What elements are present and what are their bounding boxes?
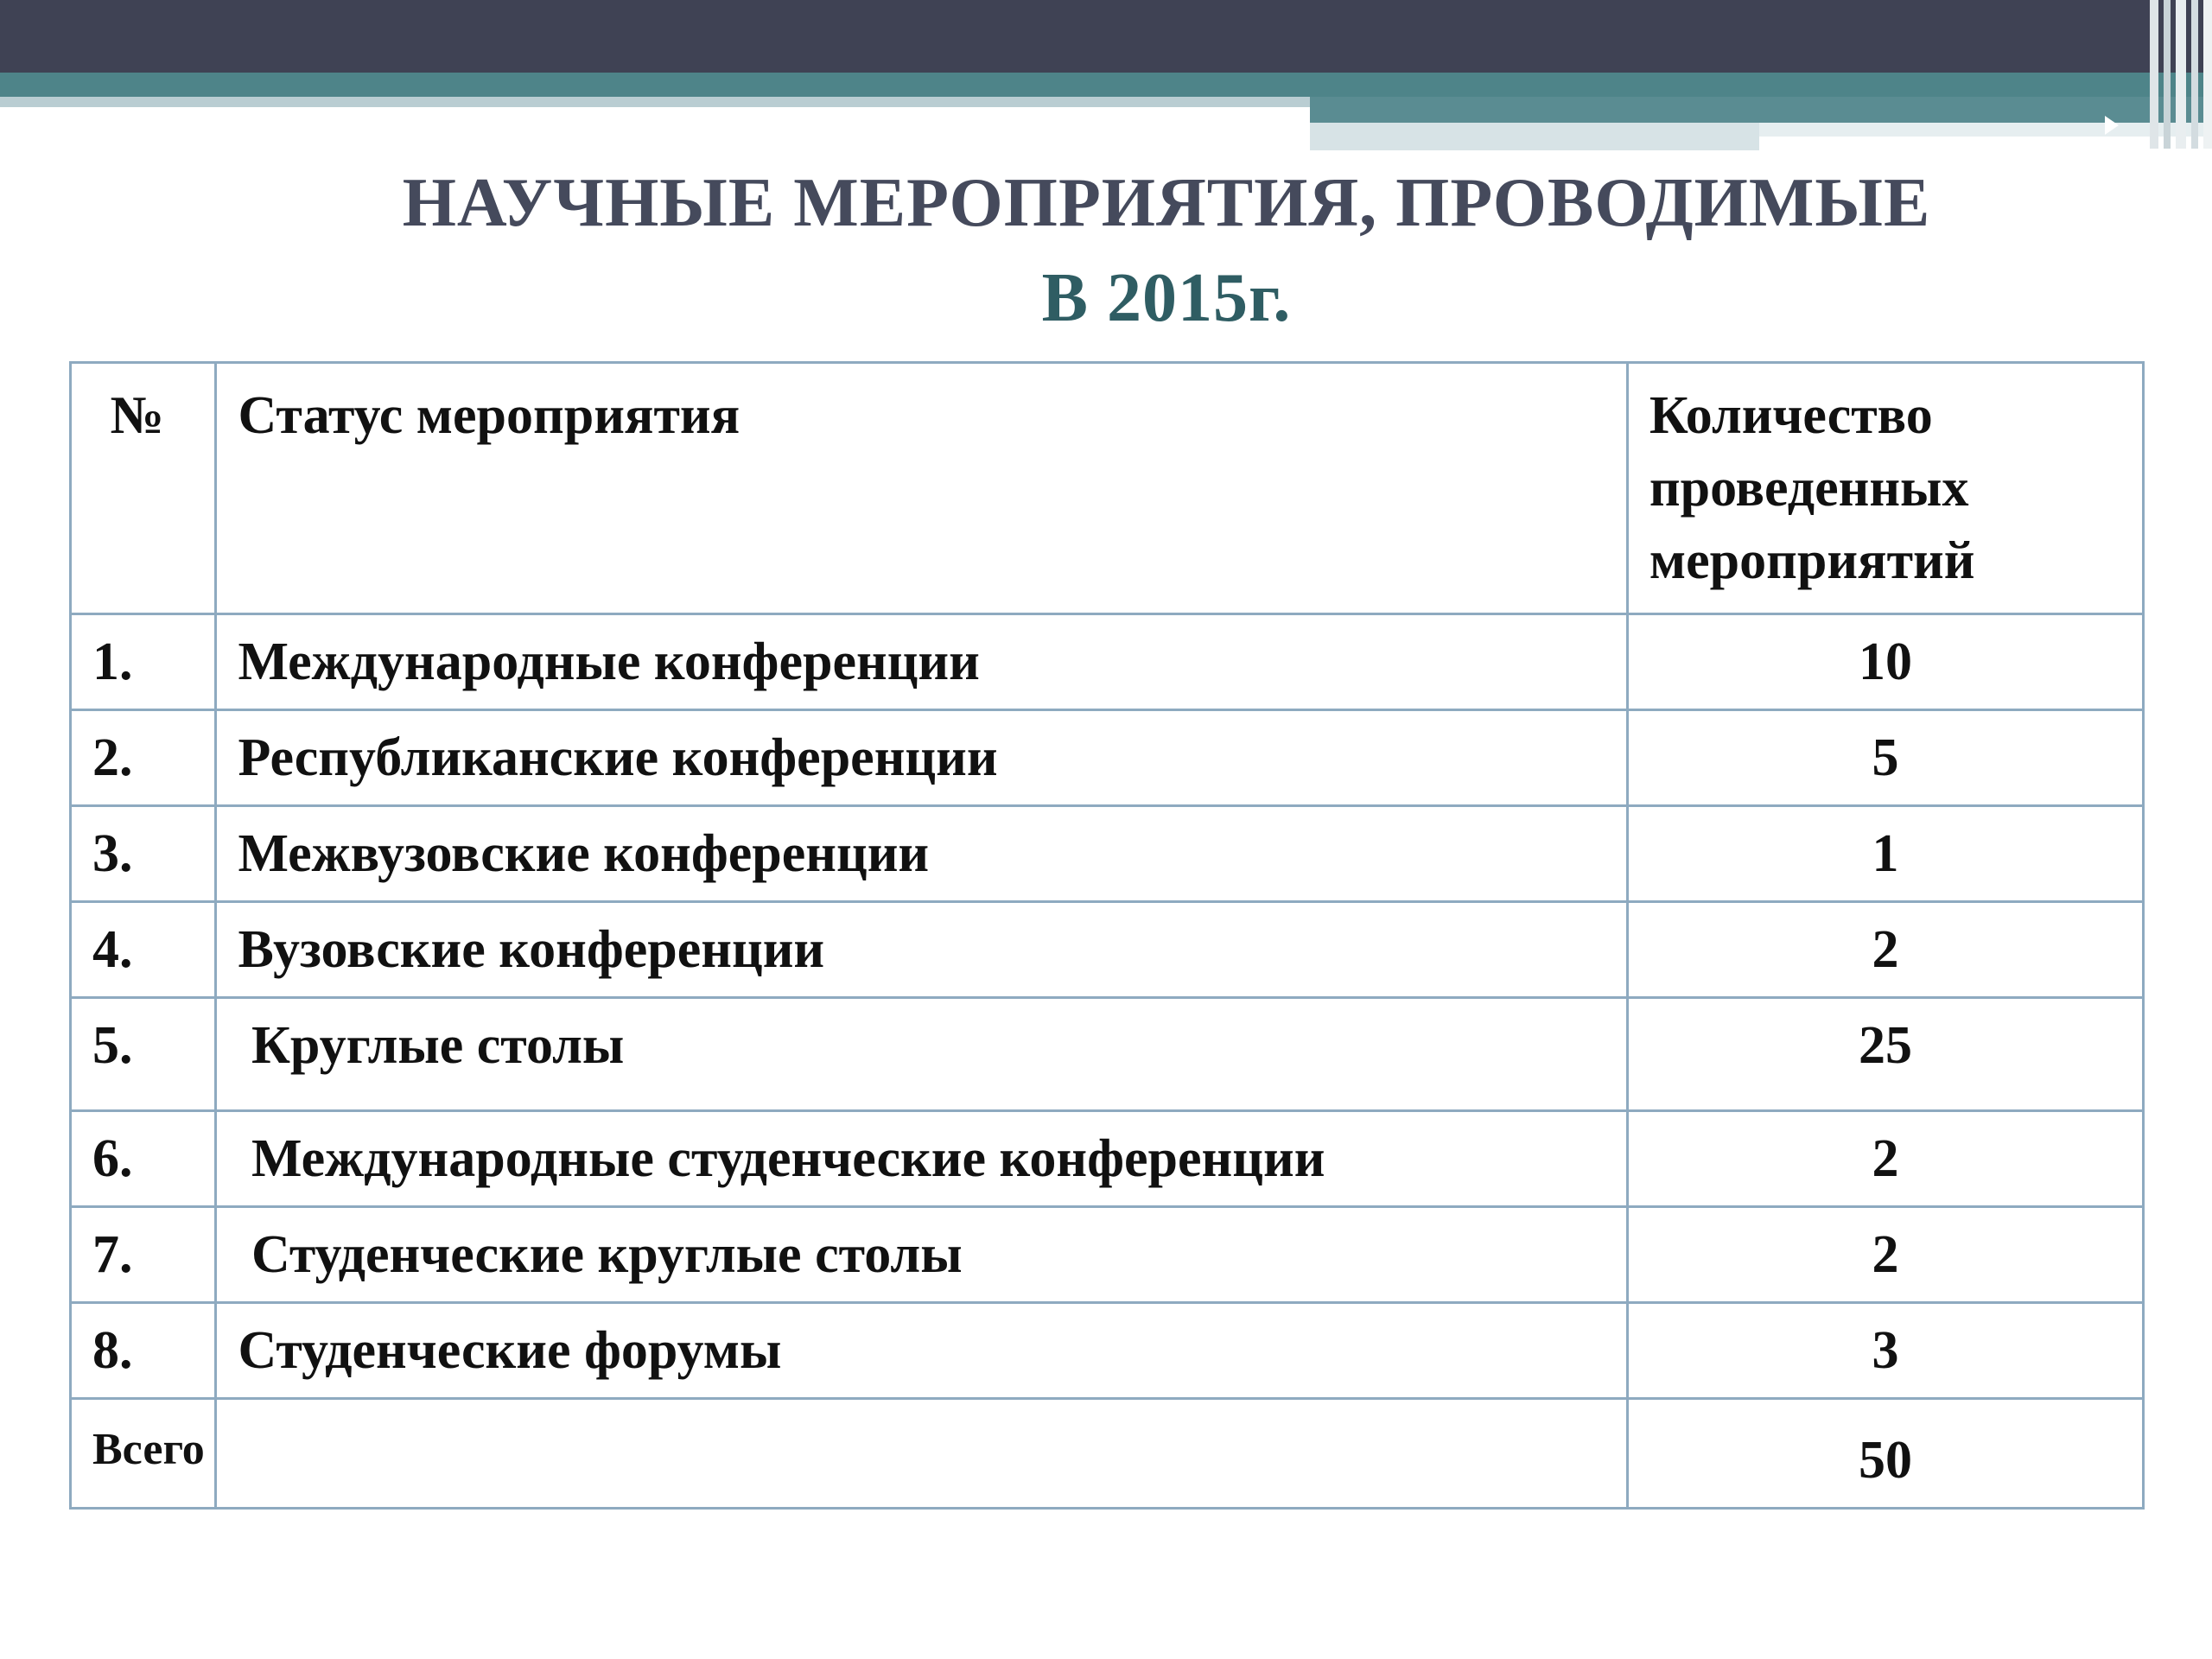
row-count: 5	[1627, 710, 2143, 806]
table-row	[71, 806, 2144, 902]
header-band-step-pale	[1759, 123, 2212, 137]
header-number: №	[71, 363, 216, 614]
row-status: Международные студенческие конференции	[216, 1111, 1627, 1207]
slide-title-line2: В 2015г.	[1041, 260, 1292, 336]
row-number: 6.	[71, 1111, 216, 1207]
header-stripe	[2150, 0, 2158, 149]
row-number: 4.	[71, 902, 216, 998]
total-label: Всего	[71, 1399, 216, 1509]
row-status: Вузовские конференции	[216, 902, 1627, 998]
slide-title-line1: НАУЧНЫЕ МЕРОПРИЯТИЯ, ПРОВОДИМЫЕ	[402, 165, 1931, 241]
row-status: Круглые столы	[216, 998, 1627, 1111]
triangle-arrow-icon	[2105, 116, 2119, 135]
row-status: Студенческие круглые столы	[216, 1207, 1627, 1303]
row-count: 2	[1627, 902, 2143, 998]
row-status: Межвузовские конференции	[216, 806, 1627, 902]
header-stripe	[2176, 0, 2186, 149]
row-status: Международные конференции	[216, 614, 1627, 710]
table-row	[71, 614, 2144, 710]
table-row	[71, 1207, 2144, 1303]
row-number: 7.	[71, 1207, 216, 1303]
header-count: Количество проведенных мероприятий	[1627, 363, 2143, 614]
header-band-light	[0, 97, 1310, 107]
table-row	[71, 902, 2144, 998]
table-row	[71, 998, 2144, 1111]
row-number: 2.	[71, 710, 216, 806]
row-number: 1.	[71, 614, 216, 710]
header-band-teal	[0, 73, 2212, 97]
header-stripe	[2164, 0, 2171, 149]
table-row	[71, 710, 2144, 806]
events-table	[69, 361, 2145, 1510]
row-count: 2	[1627, 1207, 2143, 1303]
row-count: 25	[1627, 998, 2143, 1111]
header-band-step-light	[1310, 123, 1759, 150]
table-row	[71, 1111, 2144, 1207]
row-status: Студенческие форумы	[216, 1303, 1627, 1399]
slide-title	[0, 156, 2212, 346]
row-count: 3	[1627, 1303, 2143, 1399]
row-count: 1	[1627, 806, 2143, 902]
table-row	[71, 1303, 2144, 1399]
total-status	[216, 1399, 1627, 1509]
header-band-dark	[0, 0, 2212, 73]
row-count: 10	[1627, 614, 2143, 710]
row-number: 8.	[71, 1303, 216, 1399]
header-stripe	[2191, 0, 2198, 149]
table-header-row	[71, 363, 2144, 614]
header-band-step	[1310, 97, 2212, 123]
row-status: Республиканские конференции	[216, 710, 1627, 806]
total-count: 50	[1627, 1399, 2143, 1509]
header-status: Статус мероприятия	[216, 363, 1627, 614]
header-stripe	[2203, 0, 2212, 149]
row-number: 3.	[71, 806, 216, 902]
table-total-row	[71, 1399, 2144, 1509]
row-number: 5.	[71, 998, 216, 1111]
row-count: 2	[1627, 1111, 2143, 1207]
